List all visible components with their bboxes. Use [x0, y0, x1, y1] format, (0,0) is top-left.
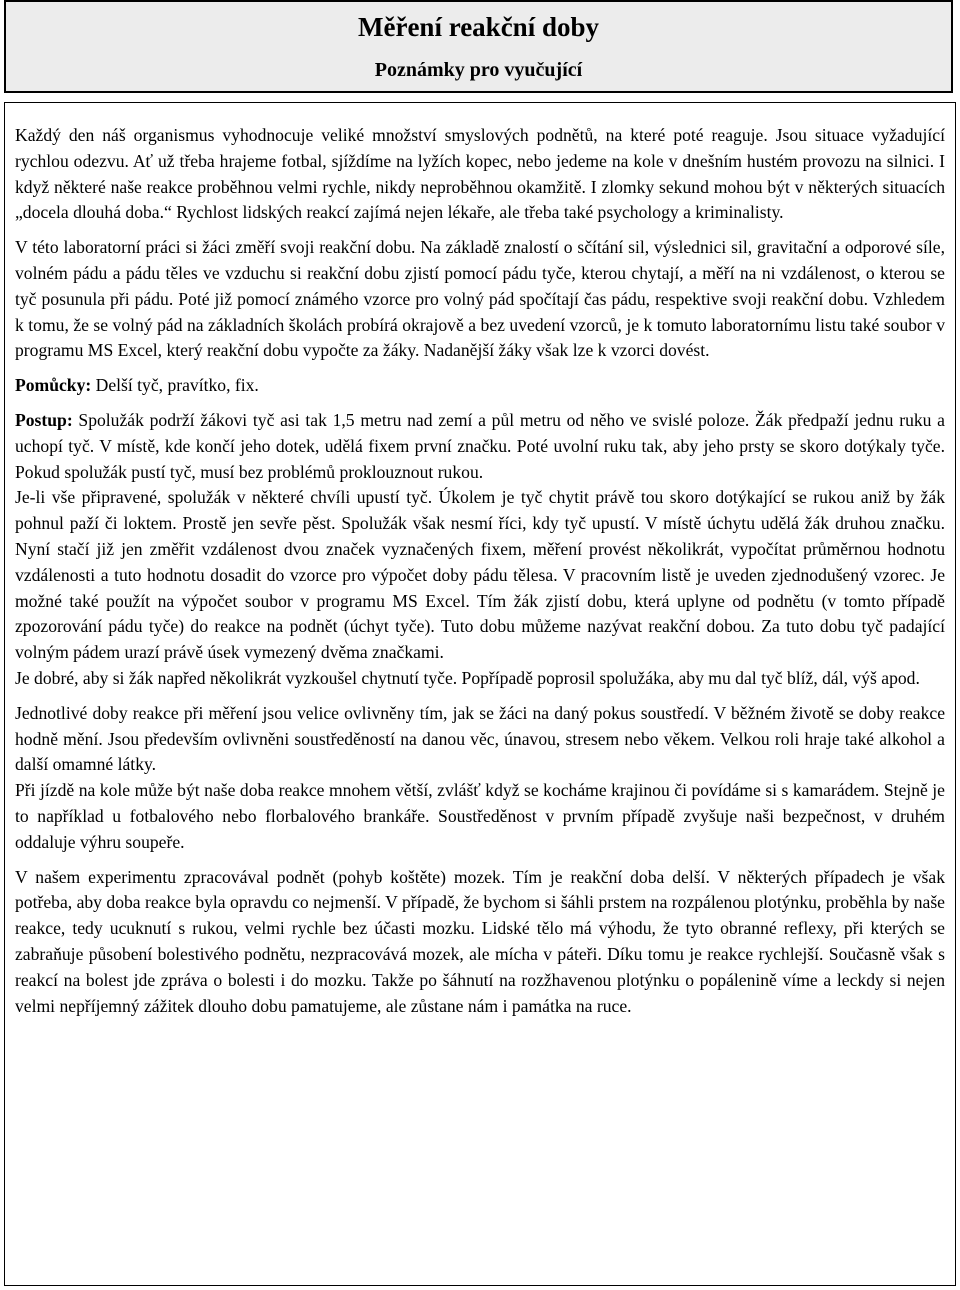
page-subtitle: Poznámky pro vyučující	[374, 59, 583, 81]
intro-paragraph: Každý den náš organismus vyhodnocuje veliké množství smyslových podnětů, na které poté reaguje. Jsou situace vyžadující rychlou odezvu. Ať už třeba hrajeme fotbal, sjíždíme na lyžích kopec, nebo jedeme na kole v dnešním hustém provozu na silnici. I když některé naše reakce proběhnou velmi rychle, nikdy neproběhnou okamžitě. I zlomky sekund mohou být v některých situacích „docela dlouhá doba.“ Rychlost lidských reakcí zajímá nejen lékaře, ale třeba také psychology a kriminalisty.	[15, 125, 945, 223]
influence-paragraph-1: Jednotlivé doby reakce při měření jsou velice ovlivněny tím, jak se žáci na daný pokus soustředí. V běžném životě se doby reakce hodně mění. Jsou především ovlivněni soustředěností na danou věc, únavou, stresem nebo věkem. Velkou roli hraje také alkohol a další omamné látky.	[15, 702, 945, 775]
tools-text: Delší tyč, pravítko, fix.	[91, 375, 259, 396]
influence-paragraph-2: Při jízdě na kole může být naše doba reakce mnohem větší, zvlášť když se kocháme krajinou či povídáme si s kamarádem. Stejně je to například u fotbalového nebo florbalového brankáře. Soustředěnost v prvním případě zvyšuje naši bezpečnost, v druhém oddaluje výhru soupeře.	[15, 780, 945, 852]
experiment-paragraph: V našem experimentu zpracovával podnět (pohyb koštěte) mozek. Tím je reakční doba delší. V některých případech je však potřeba, aby doba reakce byla opravdu co nejmenší. V případě, že bychom si šáhli prstem na rozpálenou plotýnku, proběhla by naše reakce, tedy ucuknutí s rukou, velmi rychle bez účasti mozku. Lidské tělo má výhodu, že tyto obranné reflexy, při kterých se zabraňuje působení bolestivého podnětu, nezpracovává mozek, ale mícha v páteři. Díku tomu je reakce rychlejší. Současně však s reakcí na bolest jde zpráva o bolesti i do mozku. Takže po šáhnutí na rozžhavenou plotýnku o popálenině víme a leckdy si nejen velmi nepříjemný zážitek dlouho dobu pamatujeme, ale zůstane nám i památka na ruce.	[15, 866, 945, 1016]
tools-paragraph	[15, 373, 945, 399]
title-box	[4, 0, 953, 93]
procedure-text-1: Spolužák podrží žákovi tyč asi tak 1,5 metru nad zemí a půl metru od něho ve svislé poloze. Žák předpaží jednu ruku a uchopí tyč. V místě, kde končí jeho dotek, udělá fixem první značku. Poté uvolní ruku tak, aby jeho prsty se skoro dotýkaly tyče. Pokud spolužák pustí tyč, musí bez problémů proklouznout rukou.	[15, 409, 945, 482]
procedure-label: Postup:	[15, 409, 73, 430]
procedure-paragraph-1	[15, 408, 945, 485]
page-title: Měření reakční doby	[358, 12, 599, 42]
procedure-paragraph-2: Je-li vše připravené, spolužák v některé chvíli upustí tyč. Úkolem je tyč chytit právě tou skoro dotýkající se rukou aniž by žák pohnul paží či loktem. Prostě jen sevře pěst. Spolužák však nesmí říci, kdy tyč upustí. V místě úchytu udělá žák druhou značku. Nyní stačí již jen změřit vzdálenost dvou značek vyznačených fixem, měření provést několikrát, vypočítat průměrnou hodnotu vzdálenosti a tuto hodnotu dosadit do vzorce pro výpočet doby pádu tělesa. V pracovním listě je uveden zjednodušený vzorec. Je možné také použít na výpočet soubor v programu MS Excel. Tím žák zjistí dobu, která uplyne od podnětu (v tomto případě zpozorování pádu tyče) do reakce na podnět (úchyt tyče). Tuto dobu můžeme nazývat reakční dobou. Za tuto dobu tyč padající volným pádem urazí právě úsek vymezený dvěma značkami.	[15, 487, 945, 663]
lab-paragraph: V této laboratorní práci si žáci změří svoji reakční dobu. Na základě znalostí o sčítání sil, výslednici sil, gravitační a odporové síle, volném pádu a pádu těles ve vzduchu si reakční dobu zjistí pomocí pádu tyče, kterou chytají, a měří na ni vzdálenost, o kterou se tyč posunula při pádu. Poté již pomocí známého vzorce pro volný pád spočítají čas pádu, respektive svoji reakční dobu. Vzhledem k tomu, že se volný pád na základních školách probírá okrajově a bez uvedení vzorců, je k tomuto laboratornímu listu také soubor v programu MS Excel, který reakční dobu vypočte za žáky. Nadanější žáky však lze k vzorci dovést.	[15, 237, 945, 361]
tools-label: Pomůcky:	[15, 375, 92, 396]
procedure-paragraph-3: Je dobré, aby si žák napřed několikrát vyzkoušel chytnutí tyče. Popřípadě poprosil spolužáka, aby mu dal tyč blíž, dál, výš apod.	[15, 667, 920, 688]
content-box	[4, 102, 956, 1286]
